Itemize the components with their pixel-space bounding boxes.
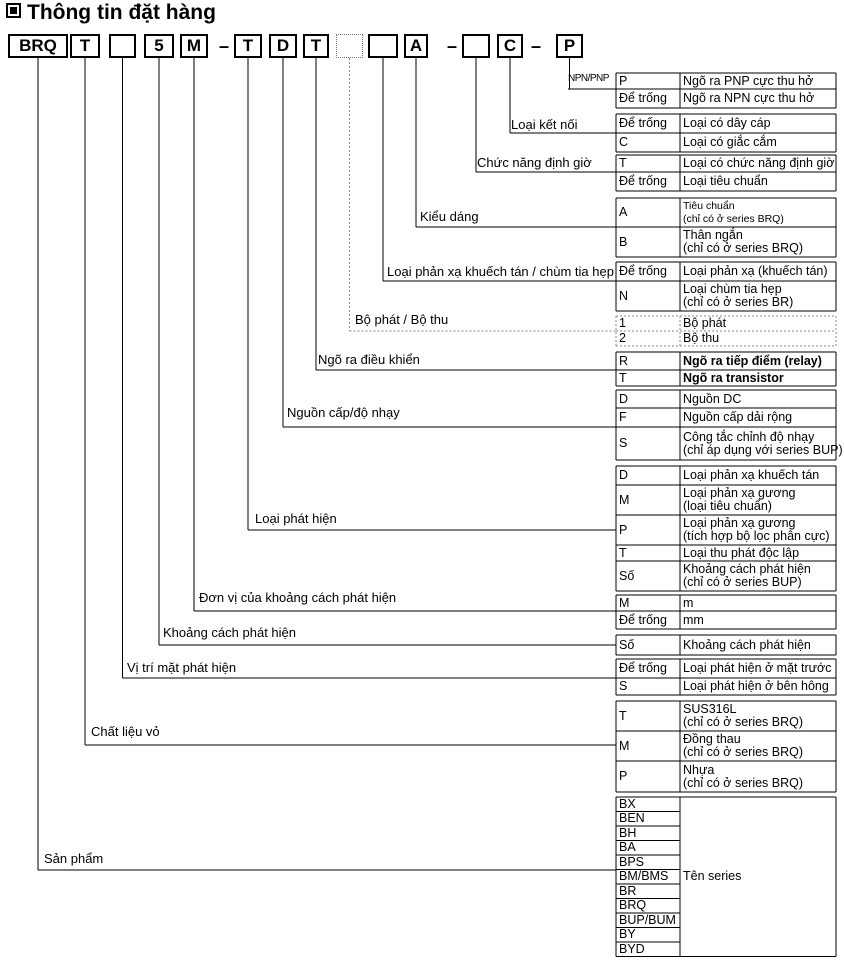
desc-line: Loại thu phát độc lập (683, 545, 800, 560)
desc-line: Loại phản xạ (khuếch tán) (683, 264, 828, 278)
desc-line: Loại phản xạ gương (683, 486, 796, 500)
option-desc (680, 89, 836, 108)
section-title (6, 1, 216, 25)
code-box-detection-type: T (234, 34, 262, 58)
desc-line: Loại phát hiện ở bên hông (683, 679, 829, 693)
option-desc (680, 595, 836, 611)
code-separator: – (446, 36, 457, 56)
desc-line: Ngõ ra NPN cực thu hở (683, 91, 815, 105)
option-desc (680, 281, 836, 311)
option-code: F (619, 410, 627, 424)
option-desc (680, 114, 836, 133)
option-desc (680, 198, 836, 227)
option-desc (680, 172, 836, 191)
option-code: B (619, 234, 628, 249)
code-box-power: D (269, 34, 297, 58)
square-bullet-icon (6, 3, 21, 18)
desc-line: (chỉ có ở series BR) (683, 295, 794, 309)
option-code: D (619, 391, 629, 406)
desc-line: Khoảng cách phát hiện (683, 637, 811, 652)
series-desc: Tên series (683, 869, 742, 884)
option-desc (680, 155, 836, 172)
series-code: BPS (619, 854, 645, 869)
option-code: Để trống (619, 661, 667, 675)
option-desc (680, 659, 836, 678)
option-code: 1 (619, 316, 626, 330)
label-power: Nguồn cấp/độ nhạy (287, 405, 400, 420)
desc-line: Ngõ ra PNP cực thu hở (683, 73, 814, 88)
code-box-product: BRQ (8, 34, 68, 58)
option-code: C (619, 135, 629, 149)
label-control-output: Ngõ ra điều khiển (318, 352, 420, 367)
label-output-type: NPN/PNP (568, 73, 609, 84)
desc-line: Nguồn cấp dải rộng (683, 410, 793, 424)
option-desc (680, 427, 843, 460)
desc-line: Đồng thau (683, 732, 741, 746)
desc-line: mm (683, 612, 704, 627)
option-desc (680, 227, 836, 257)
label-shape: Kiểu dáng (420, 209, 479, 224)
option-code: Số (619, 568, 635, 583)
option-code: S (619, 679, 628, 693)
desc-line: Loại phát hiện ở mặt trước (683, 661, 832, 675)
option-code: Để trống (619, 116, 667, 130)
option-desc (680, 331, 836, 346)
code-box-control-output: T (303, 34, 329, 58)
code-separator: – (218, 36, 229, 56)
code-box-material: T (70, 34, 100, 58)
option-desc (680, 466, 836, 485)
desc-line: (tích hợp bộ lọc phân cực) (683, 529, 830, 543)
series-code: BH (619, 825, 637, 840)
option-desc (680, 390, 836, 408)
desc-line: Bộ thu (683, 331, 720, 345)
code-box-distance: 5 (144, 34, 174, 58)
desc-line: (chỉ có ở series BUP) (683, 575, 802, 589)
label-emitter-receiver: Bộ phát / Bộ thu (355, 312, 449, 327)
option-code: D (619, 468, 629, 482)
label-detection-type: Loại phát hiện (255, 511, 337, 526)
option-desc (680, 515, 836, 545)
option-code: A (619, 205, 628, 219)
option-code: Để trống (619, 174, 667, 188)
label-product: Sản phẩm (44, 851, 104, 866)
desc-line: Nhựa (683, 762, 715, 777)
option-desc (680, 731, 836, 761)
option-code: P (619, 522, 628, 537)
desc-line: (chỉ có ở series BRQ) (683, 715, 804, 729)
series-code: BYD (619, 941, 645, 956)
series-code: BR (619, 883, 637, 898)
option-code: T (619, 708, 627, 723)
desc-line: Ngõ ra transistor (683, 370, 784, 385)
label-material: Chất liệu vỏ (91, 724, 160, 739)
option-code: T (619, 156, 627, 170)
code-separator: – (530, 36, 541, 56)
series-code: BUP/BUM (619, 912, 676, 927)
desc-line: Loại phản xạ khuếch tán (683, 468, 820, 482)
desc-line: SUS316L (683, 702, 737, 716)
option-desc (680, 561, 836, 591)
option-desc (680, 678, 836, 695)
desc-line: Loại có giắc cắm (683, 135, 777, 149)
label-distance: Khoảng cách phát hiện (163, 625, 296, 640)
option-code: Để trống (619, 264, 667, 278)
code-box-shape: A (404, 34, 428, 58)
series-code: BRQ (619, 898, 647, 913)
option-code: Số (619, 637, 635, 652)
code-box-timer (462, 34, 490, 58)
desc-line: (chỉ áp dụng với series BUP) (683, 442, 843, 457)
desc-line: Tiêu chuẩn (683, 199, 735, 212)
option-desc (680, 485, 836, 515)
label-sensing-face: Vị trí mặt phát hiện (127, 660, 237, 675)
option-desc (680, 352, 836, 370)
option-code: M (619, 738, 630, 753)
series-code: BM/BMS (619, 869, 669, 884)
series-code: BY (619, 927, 636, 942)
desc-line: (chỉ có ở series BRQ) (683, 212, 784, 225)
label-timer: Chức năng định giờ (477, 155, 592, 170)
option-code: P (619, 769, 628, 783)
desc-line: Loại chùm tia hẹp (683, 282, 782, 296)
desc-line: Loại có chức năng định giờ (683, 156, 835, 170)
option-code: T (619, 545, 627, 560)
option-desc (680, 133, 836, 152)
label-connection: Loại kết nối (511, 117, 578, 132)
option-code: M (619, 595, 630, 610)
option-desc (680, 316, 836, 331)
option-desc (680, 370, 836, 386)
desc-line: Loại tiêu chuẩn (683, 174, 768, 188)
desc-line: (chỉ có ở series BRQ) (683, 241, 804, 255)
option-desc (680, 408, 836, 427)
desc-line: Loại có dây cáp (683, 116, 771, 130)
code-box-connection: C (497, 34, 523, 58)
option-desc (680, 262, 836, 281)
code-box-emitter-receiver (336, 34, 363, 58)
title-text: Thông tin đặt hàng (27, 1, 216, 24)
option-desc (680, 635, 836, 655)
desc-line: (chỉ có ở series BRQ) (683, 775, 804, 790)
option-desc (680, 73, 836, 89)
code-box-sensing-face (109, 34, 136, 58)
option-code: S (619, 436, 628, 450)
option-desc (680, 611, 836, 629)
option-code: Để trống (619, 612, 667, 627)
option-code: 2 (619, 331, 626, 345)
desc-line: Loại phản xạ gương (683, 516, 796, 530)
desc-line: Thân ngắn (683, 228, 743, 242)
code-box-distance-unit: M (180, 34, 208, 58)
label-distance-unit: Đơn vị của khoảng cách phát hiện (199, 590, 397, 605)
option-code: Để trống (619, 91, 667, 105)
option-code: M (619, 492, 630, 507)
desc-line: Nguồn DC (683, 391, 742, 406)
desc-line: (loại tiêu chuẩn) (683, 499, 772, 513)
code-box-output-type: P (556, 34, 583, 58)
series-code: BX (619, 796, 636, 811)
option-code: R (619, 353, 629, 368)
desc-line: Ngõ ra tiếp điểm (relay) (683, 353, 822, 368)
option-desc (680, 761, 836, 792)
option-code: N (619, 288, 629, 303)
code-box-reflect-type (368, 34, 398, 58)
desc-line: (chỉ có ở series BRQ) (683, 745, 804, 759)
desc-line: Bộ phát (683, 316, 727, 330)
label-reflect-type: Loại phản xạ khuếch tán / chùm tia hẹp (387, 264, 614, 279)
series-code: BA (619, 840, 636, 855)
option-code: P (619, 73, 628, 88)
option-code: T (619, 370, 627, 385)
option-desc (680, 701, 836, 731)
series-code: BEN (619, 811, 645, 826)
desc-line: Công tắc chỉnh độ nhạy (683, 429, 815, 444)
desc-line: m (683, 595, 694, 610)
option-desc (680, 545, 836, 561)
desc-line: Khoảng cách phát hiện (683, 562, 811, 576)
